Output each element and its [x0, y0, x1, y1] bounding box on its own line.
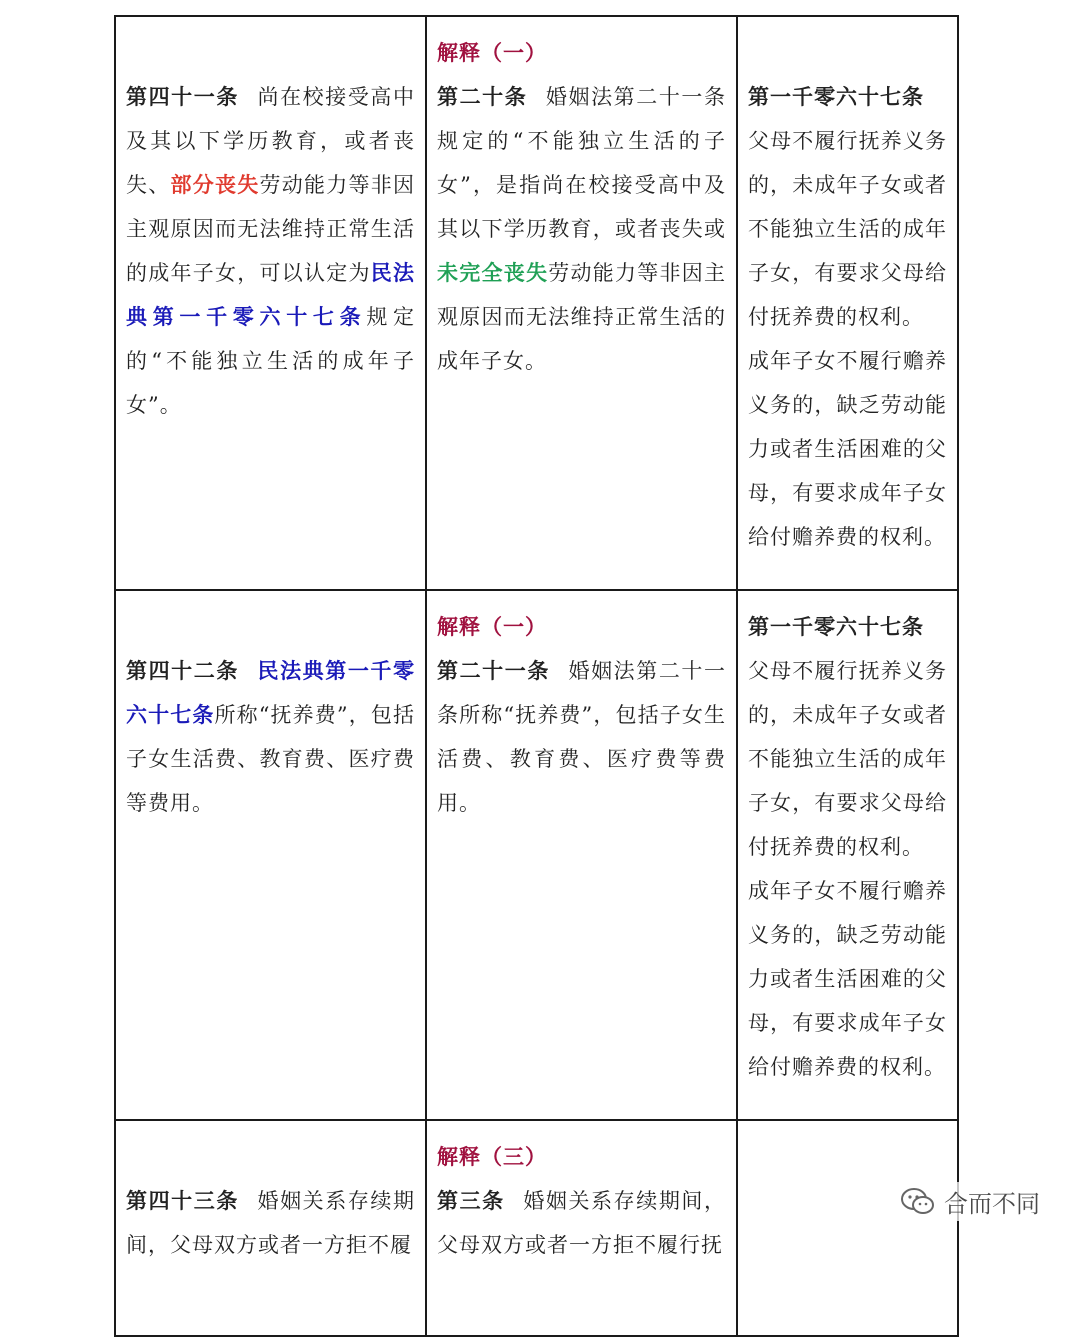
article-text: 所称“抚养费”，包括子女生活费、教育费、医疗费等费用。	[126, 703, 415, 815]
cell-old-interpretation	[426, 16, 737, 590]
article-paragraph: 父母不履行抚养义务的，未成年子女或者不能独立生活的成年子女，有要求父母给付抚养费的权利。	[748, 659, 947, 859]
article-number: 第一千零六十七条	[748, 614, 924, 639]
spacer	[126, 31, 415, 75]
table-row	[115, 1120, 958, 1336]
article-text: 规定的“不能独立生活的成年子女”。	[126, 305, 416, 417]
article-number: 第二十一条	[437, 658, 550, 683]
highlight-blue: 民法典第一千零六十七条	[126, 658, 416, 727]
cell-new-interpretation	[115, 16, 426, 590]
interpretation-label: 解释（三）	[437, 1144, 547, 1169]
law-comparison-table	[114, 15, 959, 1337]
highlight-green: 未完全丧失	[437, 260, 549, 285]
article-number: 第一千零六十七条	[748, 84, 924, 109]
article-number: 第二十条	[437, 84, 528, 109]
cell-new-interpretation	[115, 590, 426, 1120]
cell-old-interpretation	[426, 1120, 737, 1336]
article-number: 第三条	[437, 1188, 505, 1213]
spacer	[126, 605, 415, 649]
article-number: 第四十二条	[126, 658, 239, 683]
cell-new-interpretation	[115, 1120, 426, 1336]
article-text: 尚在校接受高中及其以下学历教育，或者丧失、	[126, 85, 416, 197]
article-paragraph: 成年子女不履行赡养义务的，缺乏劳动能力或者生活困难的父母，有要求成年子女给付赡养费的权利。	[748, 879, 947, 1079]
cell-civil-code	[737, 1120, 958, 1336]
article-text: 婚姻法第二十一条所称“抚养费”，包括子女生活费、教育费、医疗费等费用。	[437, 659, 727, 815]
highlight-blue: 民法典第一千零六十七条	[126, 260, 415, 329]
article-text: 劳动能力等非因主观原因而无法维持正常生活的成年子女。	[437, 261, 726, 373]
interpretation-label: 解释（一）	[437, 40, 547, 65]
highlight-red: 部分丧失	[170, 172, 260, 197]
article-paragraph: 父母不履行抚养义务的，未成年子女或者不能独立生活的成年子女，有要求父母给付抚养费的权利。	[748, 129, 947, 329]
table-row	[115, 590, 958, 1120]
article-text: 劳动能力等非因主观原因而无法维持正常生活的成年子女，可以认定为	[126, 173, 415, 285]
cell-civil-code	[737, 590, 958, 1120]
article-text: 婚姻法第二十一条规定的“不能独立生活的子女”，是指尚在校接受高中及其以下学历教育，或者丧失或	[437, 85, 727, 241]
article-text: 婚姻关系存续期间，父母双方或者一方拒不履	[126, 1189, 416, 1257]
watermark-text: 合而不同	[944, 1190, 1040, 1218]
spacer	[126, 1135, 415, 1179]
interpretation-label: 解释（一）	[437, 614, 547, 639]
table-row	[115, 16, 958, 590]
wechat-icon	[900, 1187, 936, 1217]
article-number: 第四十三条	[126, 1188, 239, 1213]
spacer	[748, 31, 947, 75]
watermark	[894, 1182, 1046, 1221]
cell-old-interpretation	[426, 590, 737, 1120]
article-number: 第四十一条	[126, 84, 239, 109]
cell-civil-code	[737, 16, 958, 590]
article-paragraph: 成年子女不履行赡养义务的，缺乏劳动能力或者生活困难的父母，有要求成年子女给付赡养费的权利。	[748, 349, 947, 549]
article-text: 婚姻关系存续期间，父母双方或者一方拒不履行抚	[437, 1189, 726, 1257]
